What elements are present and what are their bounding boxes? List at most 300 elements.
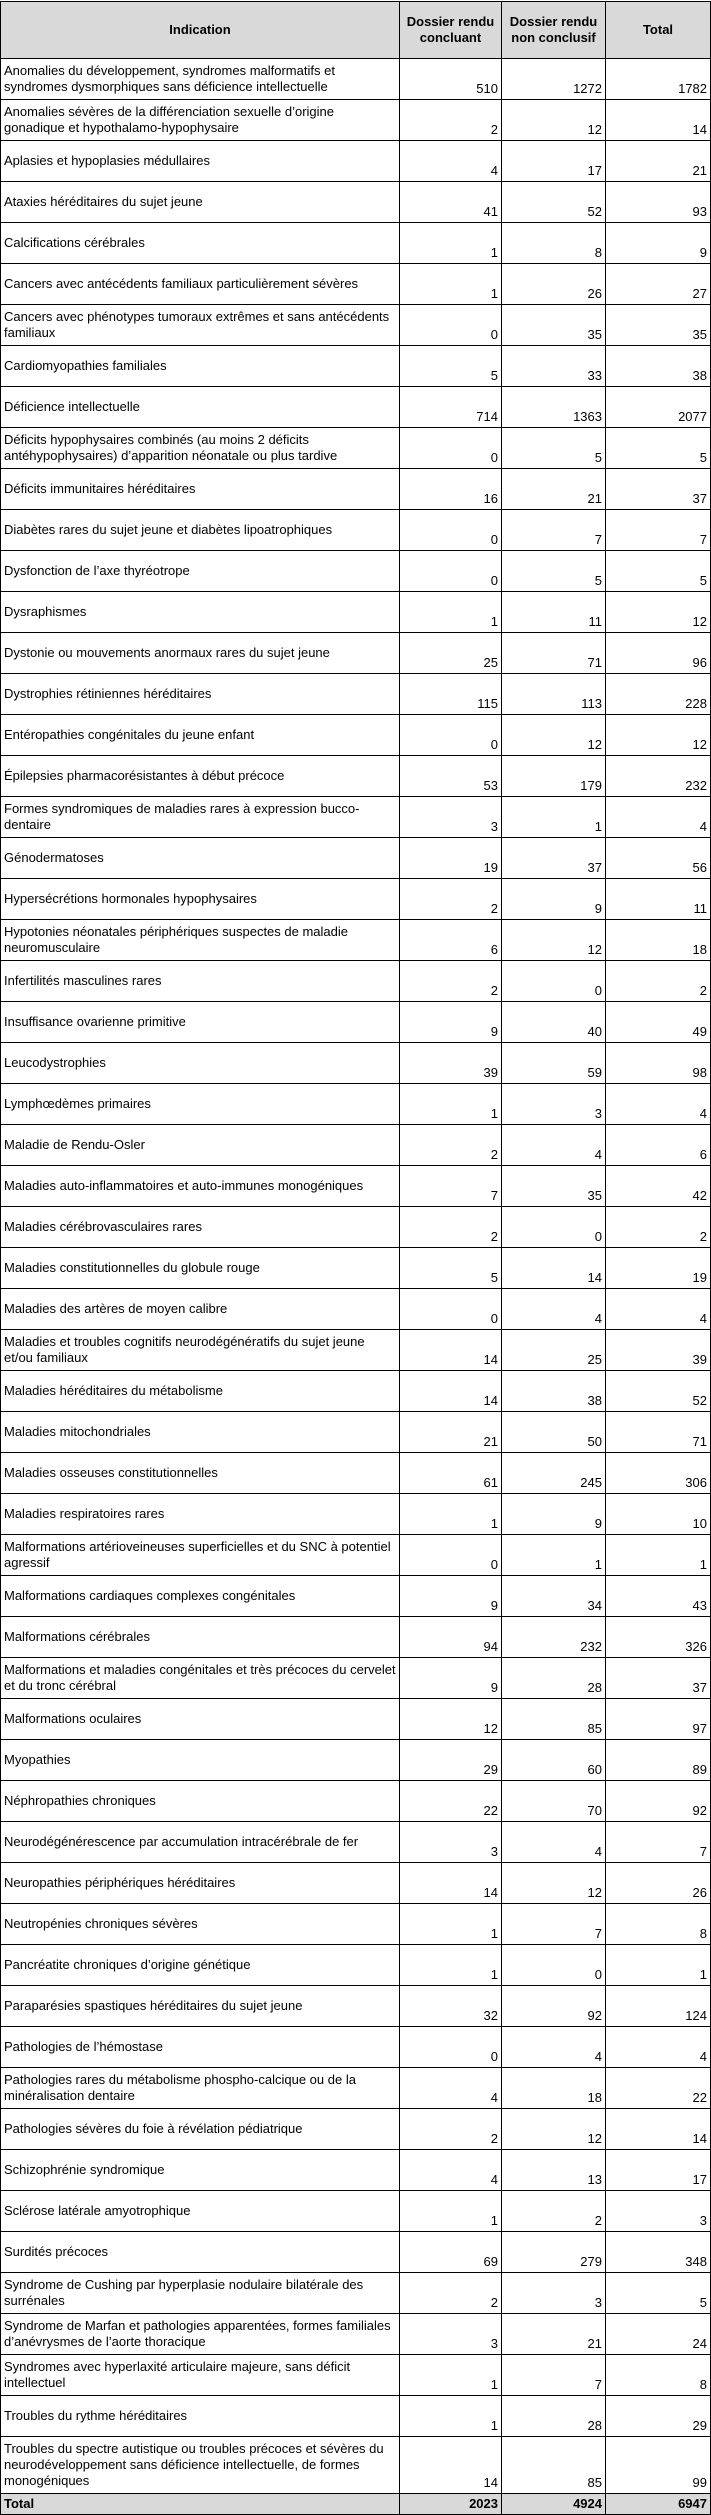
total-cell: 1 (606, 1535, 711, 1576)
non-conclusive-cell: 1 (502, 797, 606, 838)
conclusive-cell: 2 (400, 961, 502, 1002)
total-cell: 9 (606, 223, 711, 264)
table-row (1, 1986, 711, 2027)
table-row (1, 1740, 711, 1781)
table-row (1, 2396, 711, 2437)
indication-cell: Neurodégénérescence par accumulation intracérébrale de fer (1, 1822, 400, 1863)
conclusive-cell: 2 (400, 2109, 502, 2150)
conclusive-cell: 14 (400, 2437, 502, 2494)
total-cell: 306 (606, 1453, 711, 1494)
total-cell: 89 (606, 1740, 711, 1781)
indication-cell: Maladies des artères de moyen calibre (1, 1289, 400, 1330)
non-conclusive-cell: 52 (502, 182, 606, 223)
table-row (1, 879, 711, 920)
non-conclusive-cell: 26 (502, 264, 606, 305)
table-row (1, 1330, 711, 1371)
header-indication: Indication (1, 2, 400, 59)
table-row (1, 2355, 711, 2396)
non-conclusive-cell: 4 (502, 2027, 606, 2068)
indication-cell: Pancréatite chroniques d’origine génétique (1, 1945, 400, 1986)
total-cell: 326 (606, 1617, 711, 1658)
conclusive-cell: 1 (400, 2191, 502, 2232)
conclusive-cell: 5 (400, 346, 502, 387)
total-cell: 17 (606, 2150, 711, 2191)
conclusive-cell: 53 (400, 756, 502, 797)
conclusive-cell: 0 (400, 2027, 502, 2068)
conclusive-cell: 2 (400, 1125, 502, 1166)
total-cell: 5 (606, 428, 711, 469)
indication-cell: Malformations et maladies congénitales et très précoces du cervelet et du tronc cérébral (1, 1658, 400, 1699)
total-cell: 49 (606, 1002, 711, 1043)
indication-cell: Surdités précoces (1, 2232, 400, 2273)
total-cell: 228 (606, 674, 711, 715)
non-conclusive-cell: 5 (502, 551, 606, 592)
non-conclusive-cell: 35 (502, 1166, 606, 1207)
table-row (1, 633, 711, 674)
indication-cell: Maladies et troubles cognitifs neurodégénératifs du sujet jeune et/ou familiaux (1, 1330, 400, 1371)
total-cell: 348 (606, 2232, 711, 2273)
non-conclusive-cell: 28 (502, 2396, 606, 2437)
non-conclusive-cell: 0 (502, 1945, 606, 1986)
table-row (1, 1658, 711, 1699)
total-cell: 4 (606, 1084, 711, 1125)
table-row (1, 1412, 711, 1453)
indication-cell: Neutropénies chroniques sévères (1, 1904, 400, 1945)
table-row (1, 1535, 711, 1576)
table-row (1, 674, 711, 715)
total-cell: 14 (606, 2109, 711, 2150)
total-cell: 99 (606, 2437, 711, 2494)
indications-table (0, 1, 711, 2515)
non-conclusive-cell: 3 (502, 1084, 606, 1125)
total-cell: 7 (606, 1822, 711, 1863)
total-cell: 14 (606, 100, 711, 141)
total-cell: 2 (606, 1207, 711, 1248)
conclusive-cell: 29 (400, 1740, 502, 1781)
conclusive-cell: 1 (400, 592, 502, 633)
total-cell: 37 (606, 469, 711, 510)
table-row (1, 1084, 711, 1125)
indication-cell: Déficience intellectuelle (1, 387, 400, 428)
non-conclusive-cell: 71 (502, 633, 606, 674)
conclusive-cell: 0 (400, 715, 502, 756)
conclusive-cell: 2 (400, 879, 502, 920)
conclusive-cell: 3 (400, 2314, 502, 2355)
conclusive-cell: 0 (400, 551, 502, 592)
header-conclusive: Dossier rendu concluant (400, 2, 502, 59)
table-row (1, 1699, 711, 1740)
total-cell: 39 (606, 1330, 711, 1371)
non-conclusive-cell: 4 (502, 1125, 606, 1166)
total-cell: 3 (606, 2191, 711, 2232)
indication-cell: Malformations cérébrales (1, 1617, 400, 1658)
non-conclusive-cell: 232 (502, 1617, 606, 1658)
total-cell: 232 (606, 756, 711, 797)
conclusive-cell: 1 (400, 1904, 502, 1945)
table-row (1, 1781, 711, 1822)
non-conclusive-cell: 35 (502, 305, 606, 346)
non-conclusive-cell: 0 (502, 961, 606, 1002)
table-row (1, 1125, 711, 1166)
conclusive-cell: 3 (400, 797, 502, 838)
total-cell: 24 (606, 2314, 711, 2355)
total-cell: 8 (606, 2355, 711, 2396)
conclusive-cell: 1 (400, 2396, 502, 2437)
conclusive-cell: 9 (400, 1658, 502, 1699)
indication-cell: Neuropathies périphériques héréditaires (1, 1863, 400, 1904)
table-row (1, 920, 711, 961)
indication-cell: Maladie de Rendu-Osler (1, 1125, 400, 1166)
total-cell: 4 (606, 797, 711, 838)
table-row (1, 1822, 711, 1863)
non-conclusive-cell: 92 (502, 1986, 606, 2027)
conclusive-cell: 4 (400, 2150, 502, 2191)
table-row (1, 223, 711, 264)
total-row (1, 2494, 711, 2515)
indication-cell: Pathologies de l’hémostase (1, 2027, 400, 2068)
indication-cell: Pathologies sévères du foie à révélation pédiatrique (1, 2109, 400, 2150)
total-cell: 97 (606, 1699, 711, 1740)
non-conclusive-cell: 7 (502, 510, 606, 551)
table-row (1, 1945, 711, 1986)
table-row (1, 2232, 711, 2273)
total-cell: 5 (606, 2273, 711, 2314)
indication-cell: Maladies cérébrovasculaires rares (1, 1207, 400, 1248)
total-cell: 12 (606, 592, 711, 633)
conclusive-cell: 9 (400, 1002, 502, 1043)
conclusive-cell: 61 (400, 1453, 502, 1494)
indication-cell: Sclérose latérale amyotrophique (1, 2191, 400, 2232)
non-conclusive-cell: 28 (502, 1658, 606, 1699)
indication-cell: Pathologies rares du métabolisme phospho-calcique ou de la minéralisation dentaire (1, 2068, 400, 2109)
table-row (1, 1904, 711, 1945)
conclusive-cell: 2 (400, 2273, 502, 2314)
table-row (1, 510, 711, 551)
conclusive-cell: 0 (400, 510, 502, 551)
conclusive-cell: 32 (400, 1986, 502, 2027)
total-cell: 43 (606, 1576, 711, 1617)
total-non-conclusive: 4924 (502, 2494, 606, 2515)
conclusive-cell: 6 (400, 920, 502, 961)
total-cell: 93 (606, 182, 711, 223)
non-conclusive-cell: 12 (502, 100, 606, 141)
conclusive-cell: 5 (400, 1248, 502, 1289)
indication-cell: Paraparésies spastiques héréditaires du sujet jeune (1, 1986, 400, 2027)
indication-cell: Cancers avec antécédents familiaux particulièrement sévères (1, 264, 400, 305)
non-conclusive-cell: 59 (502, 1043, 606, 1084)
table-row (1, 2314, 711, 2355)
conclusive-cell: 714 (400, 387, 502, 428)
total-cell: 21 (606, 141, 711, 182)
table-row (1, 1576, 711, 1617)
table-row (1, 551, 711, 592)
conclusive-cell: 1 (400, 223, 502, 264)
table-row (1, 1863, 711, 1904)
table-row (1, 1002, 711, 1043)
total-cell: 2077 (606, 387, 711, 428)
conclusive-cell: 1 (400, 264, 502, 305)
table-row (1, 2437, 711, 2494)
non-conclusive-cell: 3 (502, 2273, 606, 2314)
total-total: 6947 (606, 2494, 711, 2515)
total-cell: 124 (606, 1986, 711, 2027)
table-row (1, 592, 711, 633)
conclusive-cell: 14 (400, 1330, 502, 1371)
table-row (1, 469, 711, 510)
indication-cell: Dystrophies rétiniennes héréditaires (1, 674, 400, 715)
total-cell: 18 (606, 920, 711, 961)
table-row (1, 1617, 711, 1658)
table-row (1, 182, 711, 223)
indication-cell: Aplasies et hypoplasies médullaires (1, 141, 400, 182)
conclusive-cell: 1 (400, 1494, 502, 1535)
non-conclusive-cell: 0 (502, 1207, 606, 1248)
table-row (1, 1043, 711, 1084)
conclusive-cell: 41 (400, 182, 502, 223)
conclusive-cell: 12 (400, 1699, 502, 1740)
indication-cell: Leucodystrophies (1, 1043, 400, 1084)
total-cell: 8 (606, 1904, 711, 1945)
total-cell: 12 (606, 715, 711, 756)
non-conclusive-cell: 17 (502, 141, 606, 182)
indication-cell: Myopathies (1, 1740, 400, 1781)
indication-cell: Troubles du spectre autistique ou troubles précoces et sévères du neurodéveloppement sans déficience intellectuelle, de formes monogéniques (1, 2437, 400, 2494)
total-cell: 6 (606, 1125, 711, 1166)
indication-cell: Déficits hypophysaires combinés (au moins 2 déficits antéhypophysaires) d’apparition néonatale ou plus tardive (1, 428, 400, 469)
table-row (1, 2150, 711, 2191)
non-conclusive-cell: 25 (502, 1330, 606, 1371)
non-conclusive-cell: 38 (502, 1371, 606, 1412)
table-row (1, 305, 711, 346)
conclusive-cell: 21 (400, 1412, 502, 1453)
indication-cell: Malformations artérioveineuses superficielles et du SNC à potentiel agressif (1, 1535, 400, 1576)
conclusive-cell: 14 (400, 1371, 502, 1412)
indication-cell: Maladies mitochondriales (1, 1412, 400, 1453)
conclusive-cell: 4 (400, 2068, 502, 2109)
total-conclusive: 2023 (400, 2494, 502, 2515)
total-cell: 37 (606, 1658, 711, 1699)
indication-cell: Néphropathies chroniques (1, 1781, 400, 1822)
non-conclusive-cell: 14 (502, 1248, 606, 1289)
indication-cell: Génodermatoses (1, 838, 400, 879)
total-cell: 96 (606, 633, 711, 674)
conclusive-cell: 115 (400, 674, 502, 715)
indication-cell: Maladies respiratoires rares (1, 1494, 400, 1535)
table-row (1, 756, 711, 797)
total-cell: 22 (606, 2068, 711, 2109)
table-row (1, 2027, 711, 2068)
conclusive-cell: 14 (400, 1863, 502, 1904)
non-conclusive-cell: 12 (502, 1863, 606, 1904)
total-cell: 5 (606, 551, 711, 592)
table-body (1, 59, 711, 2494)
conclusive-cell: 69 (400, 2232, 502, 2273)
total-cell: 19 (606, 1248, 711, 1289)
conclusive-cell: 1 (400, 1084, 502, 1125)
table-row (1, 428, 711, 469)
table-row (1, 2273, 711, 2314)
conclusive-cell: 7 (400, 1166, 502, 1207)
conclusive-cell: 25 (400, 633, 502, 674)
non-conclusive-cell: 34 (502, 1576, 606, 1617)
table-row (1, 1494, 711, 1535)
non-conclusive-cell: 18 (502, 2068, 606, 2109)
indication-cell: Syndrome de Marfan et pathologies apparentées, formes familiales d’anévrysmes de l’aorte thoracique (1, 2314, 400, 2355)
indication-cell: Hypotonies néonatales périphériques suspectes de maladie neuromusculaire (1, 920, 400, 961)
conclusive-cell: 1 (400, 2355, 502, 2396)
table-row (1, 346, 711, 387)
indication-cell: Maladies héréditaires du métabolisme (1, 1371, 400, 1412)
indication-cell: Troubles du rythme héréditaires (1, 2396, 400, 2437)
total-cell: 1782 (606, 59, 711, 100)
indication-cell: Infertilités masculines rares (1, 961, 400, 1002)
table-row (1, 961, 711, 1002)
table-row (1, 1289, 711, 1330)
conclusive-cell: 0 (400, 1289, 502, 1330)
indication-cell: Maladies auto-inflammatoires et auto-immunes monogéniques (1, 1166, 400, 1207)
table-row (1, 141, 711, 182)
total-cell: 42 (606, 1166, 711, 1207)
non-conclusive-cell: 85 (502, 1699, 606, 1740)
total-cell: 29 (606, 2396, 711, 2437)
indication-cell: Maladies osseuses constitutionnelles (1, 1453, 400, 1494)
conclusive-cell: 0 (400, 305, 502, 346)
table-row (1, 797, 711, 838)
table-row (1, 1453, 711, 1494)
total-cell: 27 (606, 264, 711, 305)
non-conclusive-cell: 245 (502, 1453, 606, 1494)
non-conclusive-cell: 1272 (502, 59, 606, 100)
conclusive-cell: 9 (400, 1576, 502, 1617)
table-row (1, 838, 711, 879)
conclusive-cell: 2 (400, 1207, 502, 1248)
header-non-conclusive: Dossier rendu non conclusif (502, 2, 606, 59)
non-conclusive-cell: 7 (502, 1904, 606, 1945)
header-row (1, 2, 711, 59)
conclusive-cell: 39 (400, 1043, 502, 1084)
total-cell: 26 (606, 1863, 711, 1904)
indication-cell: Schizophrénie syndromique (1, 2150, 400, 2191)
non-conclusive-cell: 1 (502, 1535, 606, 1576)
non-conclusive-cell: 21 (502, 2314, 606, 2355)
indication-cell: Entéropathies congénitales du jeune enfant (1, 715, 400, 756)
indication-cell: Malformations oculaires (1, 1699, 400, 1740)
table-row (1, 1166, 711, 1207)
conclusive-cell: 22 (400, 1781, 502, 1822)
total-cell: 1 (606, 1945, 711, 1986)
table-row (1, 2191, 711, 2232)
table-row (1, 387, 711, 428)
table-row (1, 1248, 711, 1289)
conclusive-cell: 0 (400, 428, 502, 469)
conclusive-cell: 0 (400, 1535, 502, 1576)
total-cell: 4 (606, 2027, 711, 2068)
total-cell: 35 (606, 305, 711, 346)
non-conclusive-cell: 11 (502, 592, 606, 633)
indication-cell: Formes syndromiques de maladies rares à expression bucco-dentaire (1, 797, 400, 838)
indication-cell: Syndromes avec hyperlaxité articulaire majeure, sans déficit intellectuel (1, 2355, 400, 2396)
indication-cell: Cancers avec phénotypes tumoraux extrêmes et sans antécédents familiaux (1, 305, 400, 346)
non-conclusive-cell: 70 (502, 1781, 606, 1822)
non-conclusive-cell: 2 (502, 2191, 606, 2232)
total-cell: 11 (606, 879, 711, 920)
total-cell: 10 (606, 1494, 711, 1535)
indication-cell: Insuffisance ovarienne primitive (1, 1002, 400, 1043)
total-cell: 56 (606, 838, 711, 879)
indication-cell: Cardiomyopathies familiales (1, 346, 400, 387)
non-conclusive-cell: 7 (502, 2355, 606, 2396)
total-cell: 71 (606, 1412, 711, 1453)
indication-cell: Anomalies sévères de la différenciation sexuelle d’origine gonadique et hypothalamo-hypophysaire (1, 100, 400, 141)
non-conclusive-cell: 60 (502, 1740, 606, 1781)
total-cell: 4 (606, 1289, 711, 1330)
non-conclusive-cell: 12 (502, 2109, 606, 2150)
non-conclusive-cell: 85 (502, 2437, 606, 2494)
indication-cell: Épilepsies pharmacorésistantes à début précoce (1, 756, 400, 797)
total-cell: 7 (606, 510, 711, 551)
non-conclusive-cell: 279 (502, 2232, 606, 2273)
table-row (1, 1207, 711, 1248)
non-conclusive-cell: 8 (502, 223, 606, 264)
non-conclusive-cell: 4 (502, 1822, 606, 1863)
table-row (1, 264, 711, 305)
non-conclusive-cell: 4 (502, 1289, 606, 1330)
table-row (1, 1371, 711, 1412)
table-row (1, 715, 711, 756)
table-row (1, 59, 711, 100)
total-label: Total (1, 2494, 400, 2515)
indication-cell: Syndrome de Cushing par hyperplasie nodulaire bilatérale des surrénales (1, 2273, 400, 2314)
conclusive-cell: 19 (400, 838, 502, 879)
table-row (1, 2109, 711, 2150)
non-conclusive-cell: 13 (502, 2150, 606, 2191)
indication-cell: Malformations cardiaques complexes congénitales (1, 1576, 400, 1617)
non-conclusive-cell: 113 (502, 674, 606, 715)
indication-cell: Dysraphismes (1, 592, 400, 633)
table-row (1, 100, 711, 141)
non-conclusive-cell: 12 (502, 715, 606, 756)
conclusive-cell: 2 (400, 100, 502, 141)
non-conclusive-cell: 9 (502, 1494, 606, 1535)
indication-cell: Maladies constitutionnelles du globule rouge (1, 1248, 400, 1289)
non-conclusive-cell: 179 (502, 756, 606, 797)
non-conclusive-cell: 21 (502, 469, 606, 510)
indication-cell: Calcifications cérébrales (1, 223, 400, 264)
indication-cell: Hypersécrétions hormonales hypophysaires (1, 879, 400, 920)
indication-cell: Ataxies héréditaires du sujet jeune (1, 182, 400, 223)
non-conclusive-cell: 40 (502, 1002, 606, 1043)
conclusive-cell: 94 (400, 1617, 502, 1658)
indication-cell: Lymphœdèmes primaires (1, 1084, 400, 1125)
conclusive-cell: 16 (400, 469, 502, 510)
total-cell: 92 (606, 1781, 711, 1822)
total-cell: 2 (606, 961, 711, 1002)
total-cell: 98 (606, 1043, 711, 1084)
conclusive-cell: 3 (400, 1822, 502, 1863)
non-conclusive-cell: 12 (502, 920, 606, 961)
non-conclusive-cell: 1363 (502, 387, 606, 428)
non-conclusive-cell: 9 (502, 879, 606, 920)
non-conclusive-cell: 37 (502, 838, 606, 879)
total-cell: 52 (606, 1371, 711, 1412)
indication-cell: Dysfonction de l’axe thyréotrope (1, 551, 400, 592)
indication-cell: Déficits immunitaires héréditaires (1, 469, 400, 510)
header-total: Total (606, 2, 711, 59)
total-cell: 38 (606, 346, 711, 387)
indication-cell: Anomalies du développement, syndromes malformatifs et syndromes dysmorphiques sans déficience intellectuelle (1, 59, 400, 100)
table-row (1, 2068, 711, 2109)
conclusive-cell: 4 (400, 141, 502, 182)
